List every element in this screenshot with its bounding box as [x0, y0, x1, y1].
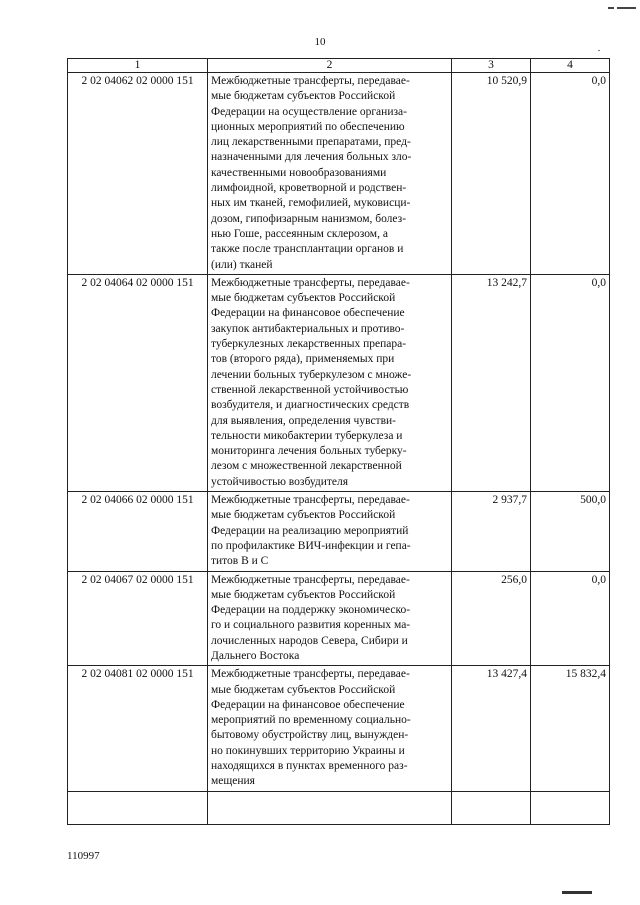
amount-col3: 10 520,9 [452, 73, 531, 275]
column-header-3: 3 [452, 59, 531, 73]
page-number: 10 [314, 36, 326, 48]
table-row [68, 73, 610, 275]
amount-col3: 13 242,7 [452, 274, 531, 491]
column-header-4: 4 [531, 59, 610, 73]
budget-code: 2 02 04062 02 0000 151 [68, 73, 208, 275]
amount-col3: 256,0 [452, 571, 531, 666]
transfers-table [67, 58, 610, 825]
empty-cell [68, 791, 208, 824]
empty-cell [531, 791, 610, 824]
amount-col4: 0,0 [531, 571, 610, 666]
document-footer-code: 110997 [67, 850, 100, 862]
empty-cell [452, 791, 531, 824]
budget-code: 2 02 04081 02 0000 151 [68, 666, 208, 791]
transfer-description: Межбюджетные трансферты, передавае- мые бюджетам субъектов Российской Федерации на осуществление организа- ционных мероприятий по обеспечению лиц лекарственными препаратами, пред- назначенными для лечения больных зло- качественными новообразованиями лимфоидной, кроветворной и родствен- ных им тканей, гемофилией, муковисци- дозом, гипофизарным нанизмом, болез- нью Гоше, рассеянным склерозом, а также после трансплантации органов и (или) тканей [208, 73, 452, 275]
amount-col3: 2 937,7 [452, 492, 531, 571]
column-header-2: 2 [208, 59, 452, 73]
budget-code: 2 02 04064 02 0000 151 [68, 274, 208, 491]
budget-code: 2 02 04067 02 0000 151 [68, 571, 208, 666]
table-row [68, 492, 610, 571]
scan-mark-top [608, 6, 636, 10]
transfer-description: Межбюджетные трансферты, передавае- мые бюджетам субъектов Российской Федерации на финансовое обеспечение закупок антибактериальных и противо- туберкулезных лекарственных препара- тов (второго ряда), применяемых при лечении больных туберкулезом с множе- ственной лекарственной устойчивостью возбудителя, и диагностических средств для выявления, определения чувстви- тельности микобактерии туберкулеза и мониторинга лечения больных туберку- лезом с множественной лекарственной устойчивостью возбудителя [208, 274, 452, 491]
empty-cell [208, 791, 452, 824]
transfer-description: Межбюджетные трансферты, передавае- мые бюджетам субъектов Российской Федерации на реализацию мероприятий по профилактике ВИЧ-инфекции и гепа- титов В и С [208, 492, 452, 571]
amount-col4: 500,0 [531, 492, 610, 571]
table-row [68, 571, 610, 666]
amount-col4: 15 832,4 [531, 666, 610, 791]
column-header-1: 1 [68, 59, 208, 73]
scan-mark-bottom [562, 890, 592, 895]
amount-col4: 0,0 [531, 73, 610, 275]
amount-col3: 13 427,4 [452, 666, 531, 791]
transfer-description: Межбюджетные трансферты, передавае- мые бюджетам субъектов Российской Федерации на финансовое обеспечение мероприятий по временному социально- бытовому обустройству лиц, вынужден- но покинувших территорию Украины и находящихся в пунктах временного раз- мещения [208, 666, 452, 791]
amount-col4: 0,0 [531, 274, 610, 491]
budget-code: 2 02 04066 02 0000 151 [68, 492, 208, 571]
scan-dot [598, 50, 600, 51]
table-row [68, 274, 610, 491]
transfer-description: Межбюджетные трансферты, передавае- мые бюджетам субъектов Российской Федерации на поддержку экономическо- го и социального развития коренных ма- лочисленных народов Севера, Сибири и Дальнего Востока [208, 571, 452, 666]
table-row [68, 666, 610, 791]
table-header-row [68, 59, 610, 73]
table-filler-row [68, 791, 610, 824]
